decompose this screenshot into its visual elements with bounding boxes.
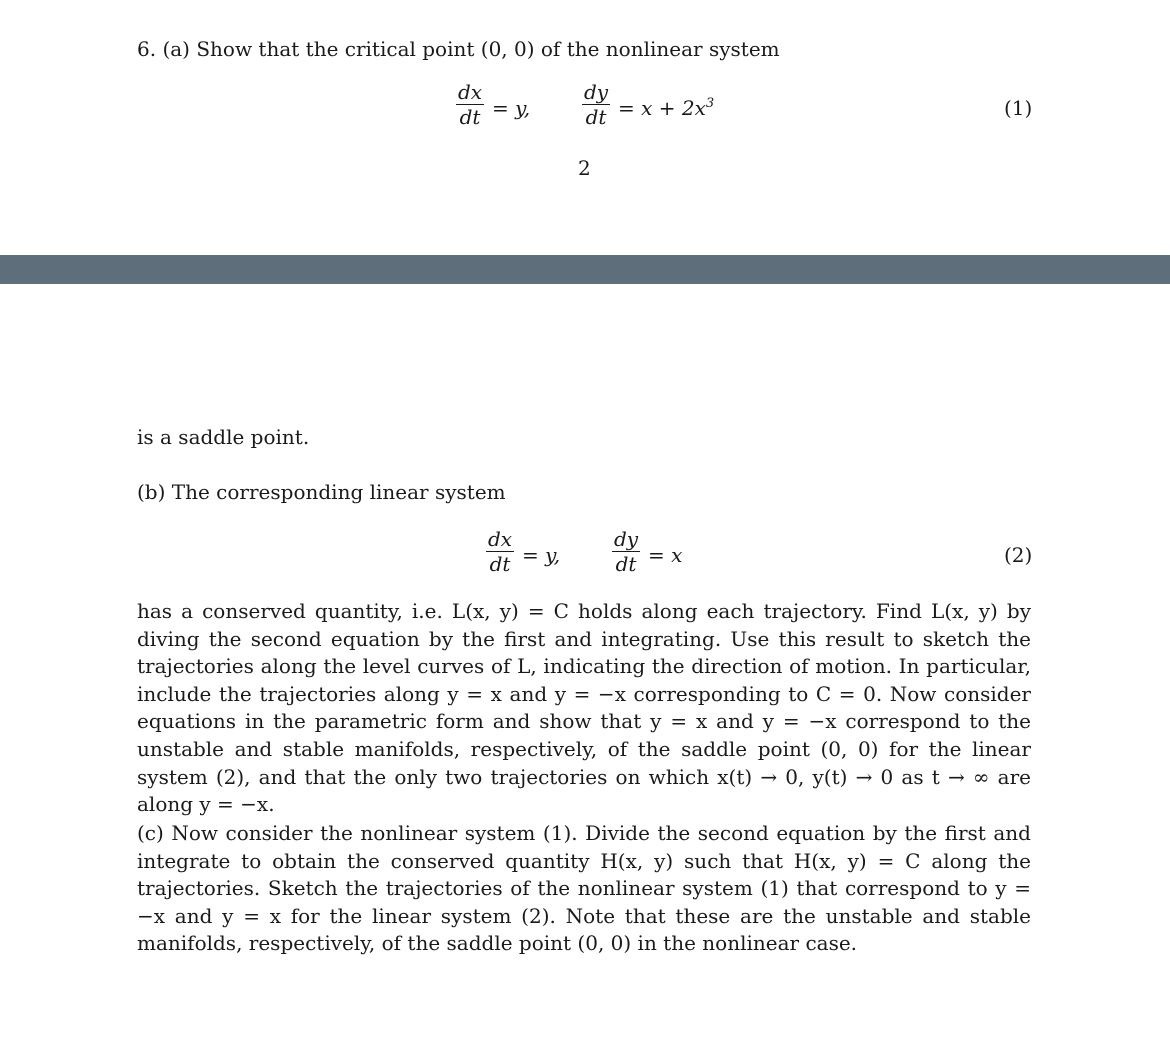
eq2-lhs1-num: dx bbox=[488, 527, 513, 551]
eq2-fraction-dxdt bbox=[486, 527, 514, 576]
page-divider-band bbox=[0, 255, 1170, 284]
eq1-fraction-dydt bbox=[582, 80, 610, 129]
eq2-fraction-dydt bbox=[612, 527, 640, 576]
eq2-rhs2: = x bbox=[648, 543, 683, 567]
eq2-number: (2) bbox=[1004, 543, 1033, 567]
part-a-end: is a saddle point. bbox=[137, 425, 310, 449]
eq1-rhs1: = y, bbox=[492, 96, 531, 120]
eq2-lhs2-num: dy bbox=[614, 527, 639, 551]
eq2-rhs1: = y, bbox=[522, 543, 561, 567]
part-b-body: has a conserved quantity, i.e. L(x, y) = C holds along each trajectory. Find L(x, y) by diving the second equation by the first and integrating. Use this result to sketch the trajectories along the level curves of L, indicating the direction of motion. In particular, include the trajectories along y = x and y = −x corresponding to C = 0. Now consider equations in the parametric form and show that y = x and y = −x correspond to the unstable and stable manifolds, respectively, of the saddle point (0, 0) for the linear system (2), and that the only two trajectories on which x(t) → 0, y(t) → 0 as t → ∞ are along y = −x. bbox=[137, 599, 1031, 817]
eq1-lhs2-num: dy bbox=[584, 80, 609, 104]
eq1-lhs2-den: dt bbox=[585, 105, 607, 129]
eq1-rhs2-base: = x + 2x bbox=[618, 96, 706, 120]
eq1-lhs1-den: dt bbox=[459, 105, 481, 129]
part-a-intro: 6. (a) Show that the critical point (0, 0) of the nonlinear system bbox=[137, 37, 780, 61]
page-number: 2 bbox=[578, 156, 591, 180]
eq1-lhs1-num: dx bbox=[458, 80, 483, 104]
eq1-number: (1) bbox=[1004, 96, 1033, 120]
eq2-lhs1-den: dt bbox=[489, 552, 511, 576]
eq1-rhs2-exponent: 3 bbox=[705, 96, 715, 111]
eq1-fraction-dxdt bbox=[456, 80, 484, 129]
eq2-lhs2-den: dt bbox=[615, 552, 637, 576]
part-b-intro: (b) The corresponding linear system bbox=[137, 480, 506, 504]
eq1-rhs2 bbox=[618, 96, 714, 120]
part-c-body: (c) Now consider the nonlinear system (1). Divide the second equation by the first and integrate to obtain the conserved quantity H(x, y) such that H(x, y) = C along the trajectories. Sketch the trajectories of the nonlinear system (1) that correspond to y = −x and y = x for the linear system (2). Note that these are the unstable and stable manifolds, respectively, of the saddle point (0, 0) in the nonlinear case. bbox=[137, 821, 1031, 956]
